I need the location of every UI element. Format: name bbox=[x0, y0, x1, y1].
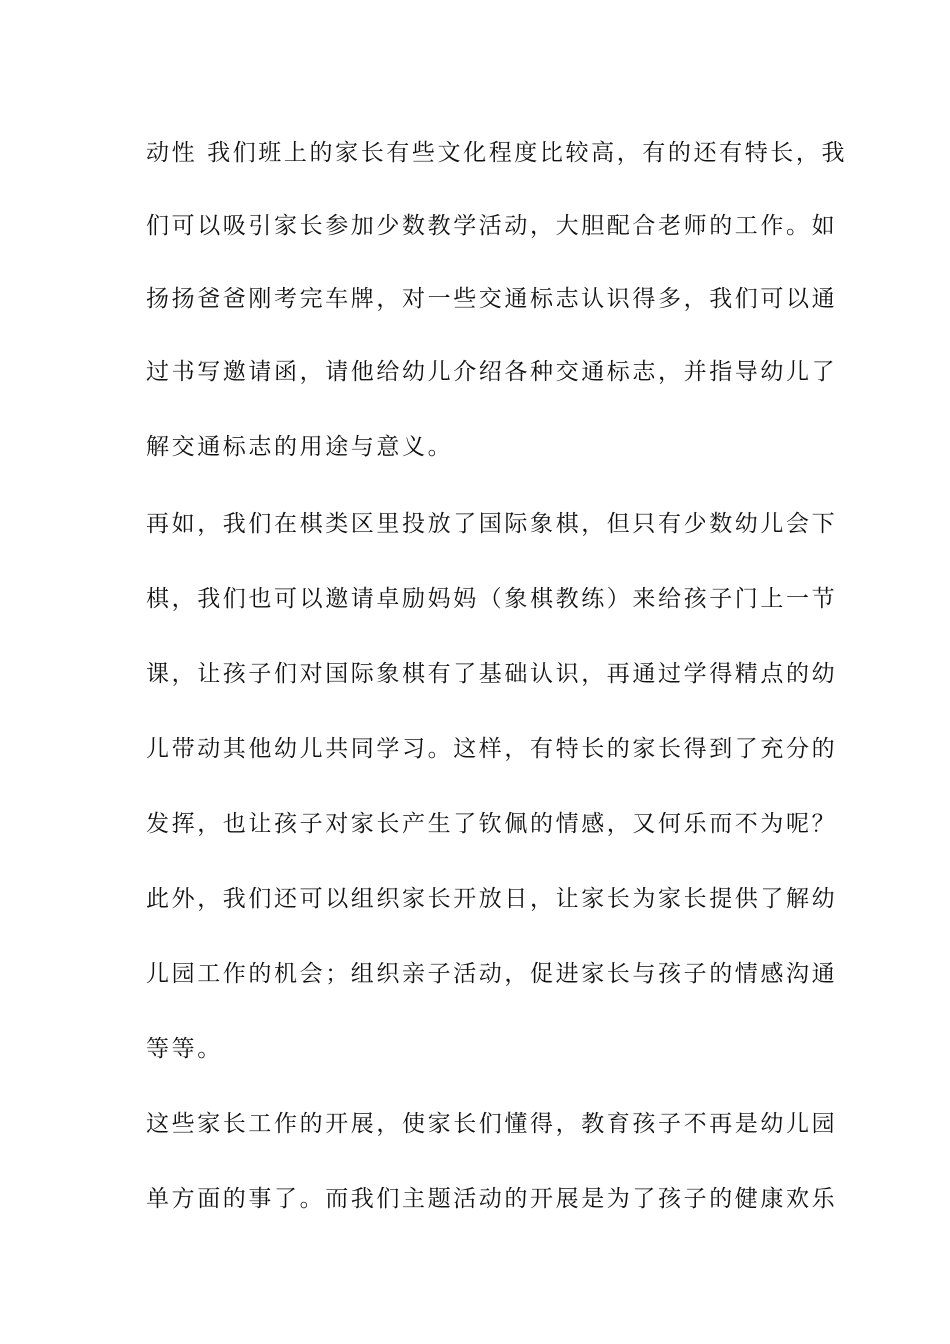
text-line: 这些家长工作的开展，使家长们懂得，教育孩子不再是幼儿园 bbox=[146, 1111, 838, 1137]
text-line: 等等。 bbox=[146, 1036, 223, 1062]
text-line: 棋，我们也可以邀请卓励妈妈（象棋教练）来给孩子门上一节 bbox=[146, 586, 838, 612]
text-line: 动性 我们班上的家长有些文化程度比较高，有的还有特长，我 bbox=[146, 140, 848, 166]
text-line: 过书写邀请函，请他给幼儿介绍各种交通标志，并指导幼儿了 bbox=[146, 359, 838, 385]
text-line: 再如，我们在棋类区里投放了国际象棋，但只有少数幼儿会下 bbox=[146, 511, 838, 537]
text-line: 解交通标志的用途与意义。 bbox=[146, 434, 454, 460]
text-line: 扬扬爸爸刚考完车牌，对一些交通标志认识得多，我们可以通 bbox=[146, 286, 838, 312]
text-line: 单方面的事了。而我们主题活动的开展是为了孩子的健康欢乐 bbox=[146, 1186, 838, 1212]
text-line: 们可以吸引家长参加少数教学活动，大胆配合老师的工作。如 bbox=[146, 213, 838, 239]
text-line: 发挥，也让孩子对家长产生了钦佩的情感，又何乐而不为呢？ bbox=[146, 811, 838, 837]
text-line: 儿园工作的机会；组织亲子活动，促进家长与孩子的情感沟通 bbox=[146, 961, 838, 987]
text-line: 儿带动其他幼儿共同学习。这样，有特长的家长得到了充分的 bbox=[146, 736, 838, 762]
text-line: 此外，我们还可以组织家长开放日，让家长为家长提供了解幼 bbox=[146, 886, 838, 912]
text-line: 课，让孩子们对国际象棋有了基础认识，再通过学得精点的幼 bbox=[146, 661, 838, 687]
